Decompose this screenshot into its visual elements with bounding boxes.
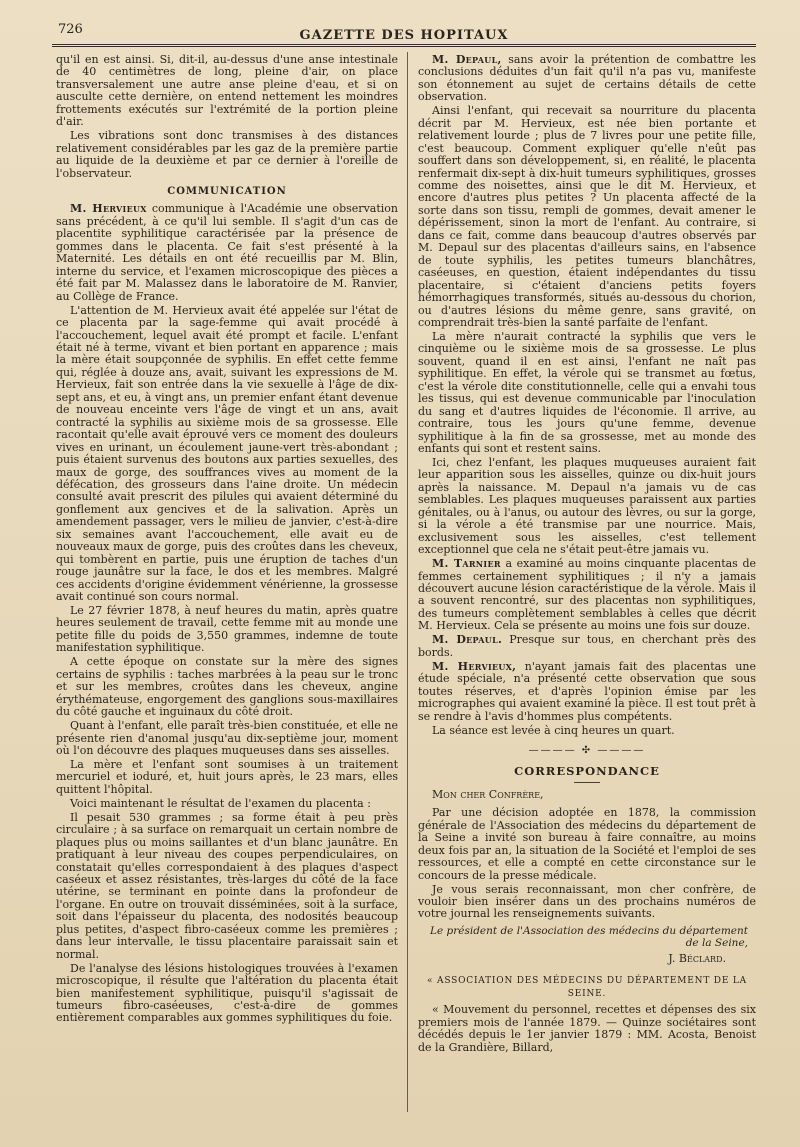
paragraph [56, 203, 398, 303]
salutation: Mon cher Confrère, [432, 787, 544, 801]
paragraph: Les vibrations sont donc transmises à des distances relativement considérables par les gaz de la première partie au liquide de la deuxième et par ce dernier à l'oreille de l'observateur. [56, 129, 398, 180]
paragraph: La mère n'aurait contracté la syphilis que vers le cinquième ou le sixième mois de sa grossesse. Le plus souvent, quand il en est ainsi, l'enfant ne naît pas syphilitique. En effet, la vérole qui se transmet au fœtus, c'est la vérole dite constitutionnelle, celle qui a envahi tous les tissus, qui est devenue communicable par l'inoculation du sang et d'autres liquides de l'économie. Il arrive, au contraire, tous les jours qu'une femme, devenue syphilitique à la fin de sa grossesse, met au monde des enfants qui sont et restent sains. [418, 329, 756, 456]
column-divider [407, 52, 408, 1112]
section-heading-correspondance: CORRESPONDANCE [514, 764, 660, 779]
paragraph: Ici, chez l'enfant, les plaques muqueuses auraient fait leur apparition sous les aisselles, quinze ou dix-huit jours après la naissance. M. Depaul n'a jamais vu de cas semblables. Les plaques muqueuses paraissent aux parties génitales, ou à l'anus, ou autour des lèvres, ou sur la gorge, si la vérole a été transmise par une nourrice. Mais, exclusivement sous les aisselles, c'est tellement exceptionnel que cela ne s'était peut-être jamais vu. [418, 456, 756, 557]
speaker-name: M. Hervieux, [432, 659, 517, 673]
page-number: 726 [58, 22, 83, 37]
short-rule [574, 782, 600, 783]
paragraph: « Mouvement du personnel, recettes et dépenses des six premiers mois de l'année 1879. — Quinze sociétaires sont décédés depuis le 1er janvier 1879 : MM. Acosta, Benoist de la Grandière, Billard, [418, 1003, 756, 1054]
paragraph: Je vous serais reconnaissant, mon cher confrère, de vouloir bien insérer dans un des prochains numéros de votre journal les renseignements suivants. [418, 882, 756, 921]
speaker-name: M. Depaul, [432, 53, 502, 66]
journal-title: GAZETTE DES HOPITAUX [299, 28, 509, 43]
right-column [418, 54, 756, 1055]
paragraph-text: communique à l'Académie une observation sans précédent, à ce qu'il lui semble. Il s'agit d'un cas de placentite syphilitique caractérisée par la présence de gommes dans le placenta. Ce fait s'est présenté à la Maternité. Les détails en ont été recueillis par M. Blin, interne du service, et l'examen microscopique des pièces a été fait par M. Malassez dans le laboratoire de M. Ranvier, au Collège de France. [56, 202, 398, 303]
paragraph: qu'il en est ainsi. Si, dit-il, au-dessus d'une anse intestinale de 40 centimètres de long, pleine d'air, on place transversalement une autre anse pleine d'eau, et si on ausculte cette dernière, on entend nettement les moindres frottements exécutés sur l'extrémité de la portion pleine d'air. [56, 53, 398, 129]
paragraph-text: Presque sur tous, en cherchant près des bords. [418, 633, 757, 659]
paragraph: Il pesait 530 grammes ; sa forme était à peu près circulaire ; à sa surface on remarquait un certain nombre de plaques plus ou moins saillantes et d'un blanc jaunâtre. En pratiquant à leur niveau des coupes perpendiculaires, on constatait qu'elles correspondaient à des plaques d'aspect caséeux et assez résistantes, très-larges du côté de la face utérine, se terminant en pointe dans la profondeur de l'organe. En outre on trouvait disséminées, soit à la surface, soit dans l'épaisseur du placenta, des nodosités beaucoup plus petites, d'aspect fibro-caséeux comme les premières ; dans leur intervalle, le tissu placentaire paraissait sain et normal. [56, 810, 398, 961]
paragraph: Le 27 février 1878, à neuf heures du matin, après quatre heures seulement de travail, cette femme mit au monde une petite fille du poids de 3,550 grammes, indemne de toute manifestation syphilitique. [56, 603, 398, 655]
paragraph-text: n'ayant jamais fait des placentas une étude spéciale, n'a présenté cette observation que sous toutes réserves, et d'après l'opinion émise par les micrographes qui avaient examiné la pièce. Il est tout prêt à se rendre à l'avis d'hommes plus compétents. [418, 659, 756, 723]
paragraph: De l'analyse des lésions histologiques trouvées à l'examen microscopique, il résulte que l'altération du placenta était bien manifestement syphilitique, puisqu'il s'agissait de tumeurs fibro-caséeuses, c'est-à-dire de gommes entièrement comparables aux gommes syphilitiques du foie. [56, 961, 398, 1025]
paragraph: La mère et l'enfant sont soumises à un traitement mercuriel et ioduré, et, huit jours après, le 23 mars, elles quittent l'hôpital. [56, 757, 398, 796]
speaker-name: M. Depaul. [432, 633, 503, 647]
left-column [56, 54, 398, 1026]
ornament-divider: ———— ✣ ———— [528, 744, 646, 756]
header-rule [52, 44, 756, 47]
paragraph: La séance est levée à cinq heures un quart. [432, 723, 675, 737]
signature-title: Le président de l'Association des médecins du département de la Seine, [429, 924, 748, 950]
paragraph [418, 558, 756, 633]
speaker-name: M. Tarnier [432, 557, 501, 571]
paragraph [418, 54, 756, 104]
paragraph: A cette époque on constate sur la mère des signes certains de syphilis : taches marbrées à la peau sur le tronc et sur les membres, croûtes dans les cheveux, angine érythémateuse, engorgement des ganglions sous-maxillaires du côté gauche et inguinaux du côté droit. [56, 655, 398, 719]
paragraph-text: sans avoir la prétention de combattre les conclusions déduites d'un fait qu'il n'a pas vu, manifeste son étonnement au sujet de certains détails de cette observation. [418, 53, 757, 104]
signature-name: J. Béclard. [668, 951, 726, 965]
page-header [52, 18, 756, 46]
paragraph: L'attention de M. Hervieux avait été appelée sur l'état de ce placenta par la sage-femme qui avait procédé à l'accouchement, lequel avait été prompt et facile. L'enfant était né à terme, vivant et bien portant en apparence ; mais la mère était soupçonnée de syphilis. En effet cette femme qui, réglée à douze ans, avait, suivant les expressions de M. Hervieux, fait son entrée dans la vie sexuelle à l'âge de dix-sept ans, et eu, à vingt ans, un premier enfant étant devenue de nouveau enceinte vers l'âge de vingt et un ans, avait contracté la syphilis au sixième mois de sa grossesse. Elle racontait qu'elle avait éprouvé vers ce moment des douleurs vives en urinant, un écoulement jaune-vert très-abondant ; puis étaient survenus des boutons aux parties sexuelles, des maux de gorge, des souffrances vives au moment de la défécation, des grosseurs dans l'aine droite. Un médecin consulté avait prescrit des pilules qui avaient déterminé du gonflement aux gencives et de la salivation. Après un amendement passager, vers le milieu de janvier, c'est-à-dire six semaines avant l'accouchement, elle avait eu de nouveaux maux de gorge, puis des croûtes dans les cheveux, qui tombèrent en partie, puis une éruption de taches d'un rouge jaunâtre sur la face, le dos et les membres. Malgré ces accidents d'origine évidemment vénérienne, la grossesse avait continué son cours normal. [56, 303, 398, 604]
section-heading-communication: COMMUNICATION [167, 186, 287, 198]
paragraph: Voici maintenant le résultat de l'examen du placenta : [70, 796, 371, 810]
paragraph [418, 661, 756, 723]
paragraph: Par une décision adoptée en 1878, la commission générale de l'Association des médecins du département de la Seine a invité son bureau à faire connaître, au moins deux fois par an, la situation de la Société et l'emploi de ses ressources, et elle a compté en cette circonstance sur le concours de la presse médicale. [418, 806, 756, 882]
paragraph [418, 634, 756, 659]
association-heading: « ASSOCIATION DES MÉDECINS DU DÉPARTEMENT DE LA SEINE. [427, 976, 747, 999]
paragraph: Ainsi l'enfant, qui recevait sa nourriture du placenta décrit par M. Hervieux, est née bien portante et relativement lourde ; plus de 7 livres pour une petite fille, c'est beaucoup. Comment expliquer qu'elle n'eût pas souffert dans son développement, si, en réalité, le placenta renfermait dix-sept à dix-huit tumeurs syphilitiques, grosses comme des noisettes, ainsi que le dit M. Hervieux, et encore d'autres plus petites ? Un placenta affecté de la sorte dans son tissu, rempli de gommes, devait amener le dépérissement, sinon la mort de l'enfant. Au contraire, si dans ce fait, comme dans beaucoup d'autres observés par M. Depaul sur des placentas d'ailleurs sains, en l'absence de toute syphilis, les petites tumeurs blanchâtres, caséeuses, en question, étaient indépendantes du tissu placentaire, si c'étaient d'anciens petits foyers hémorrhagiques transformés, situés au-dessous du chorion, ou d'autres lésions du même genre, sans gravité, on comprendrait très-bien la santé parfaite de l'enfant. [418, 104, 756, 330]
speaker-name: M. Hervieux [70, 202, 147, 216]
paragraph: Quant à l'enfant, elle paraît très-bien constituée, et elle ne présente rien d'anomal jusqu'au dix-septième jour, moment où l'on découvre des plaques muqueuses dans ses aisselles. [56, 719, 398, 757]
paragraph-text: a examiné au moins cinquante placentas de femmes certainement syphilitiques ; il n'y a jamais découvert aucune lésion caractéristique de la vérole. Mais il a souvent rencontré, sur des placentas non syphilitiques, des tumeurs complètement semblables à celles que décrit M. Hervieux. Cela se présente au moins une fois sur douze. [418, 557, 756, 633]
